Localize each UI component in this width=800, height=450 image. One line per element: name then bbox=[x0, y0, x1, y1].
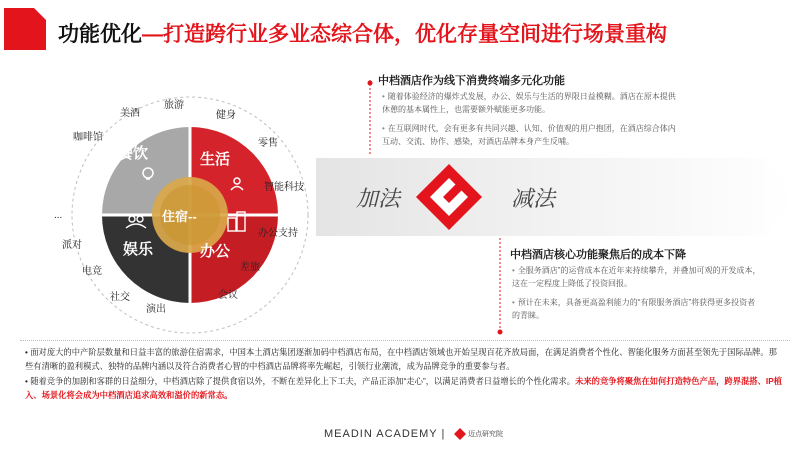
bottom-box-bullet-text: 全服务酒店”的运营成本在近年来持续攀升，并叠加可观的开发成本，这在一定程度上降低了投资回报。 bbox=[512, 266, 761, 288]
title-bar bbox=[0, 0, 800, 62]
top-box-bullet-text: 在互联网时代，会有更多有共同兴趣、认知、价值观的用户抱团，在酒店综合体内互动、交流、协作、感染，对酒店品牌本身产生反哺。 bbox=[382, 124, 676, 146]
segment-label-office: 办公 bbox=[200, 243, 231, 260]
center-label: 住宿-- bbox=[162, 209, 197, 224]
outer-label: 演出 bbox=[146, 304, 166, 315]
outer-label: 会议 bbox=[218, 290, 238, 301]
bottom-box-bullet: • 预计在未来，具备更高盈利能力的“有限服务酒店”将获得更多投资者的青睐。 bbox=[512, 298, 756, 320]
outer-label: 旅游 bbox=[164, 100, 184, 111]
outer-label: 美酒 bbox=[120, 108, 140, 119]
outer-label: 电竞 bbox=[82, 266, 102, 277]
summary-text: 面对庞大的中产阶层数量和日益丰富的旅游住宿需求，中国本土酒店集团逐渐加码中档酒店布局，在中档酒店领域也开始呈现百花齐放局面，在满足消费者个性化、智能化服务方面甚至领先于国际品牌。那些有清晰的盈利模式、独特的品牌内涵以及符合消费者心智的中档酒店品牌将率先崛起，引领行业潮流，成为品牌竞争的重要参与者。 bbox=[25, 347, 777, 371]
summary-text: 随着竞争的加剧和客群的日益细分，中档酒店除了提供食宿以外，不断在差异化上下工夫，产品正添加“走心”，以满足消费者日益增长的个性化需求。 bbox=[30, 376, 576, 386]
page-title bbox=[58, 18, 667, 48]
add-label: 加法 bbox=[356, 186, 401, 211]
footer-logo bbox=[452, 426, 503, 442]
bottom-box-bullet: • 全服务酒店”的运营成本在近年来持续攀升，并叠加可观的开发成本，这在一定程度上降低了投资回报。 bbox=[512, 266, 761, 288]
summary bbox=[25, 345, 785, 403]
summary-bullet: • 随着竞争的加剧和客群的日益细分，中档酒店除了提供食宿以外，不断在差异化上下工夫，产品正添加“走心”，以满足消费者日益增长的个性化需求。未来的竞争将聚焦在如何打造特色产品，跨界混搭、IP植入、场景化将会成为中档酒店追求高效和溢价的新常态。 bbox=[25, 376, 783, 400]
outer-label: 差旅 bbox=[240, 262, 260, 273]
segment-label-dining: 餐饮 bbox=[118, 145, 149, 162]
footer-brand: MEADIN ACADEMY | bbox=[324, 428, 446, 440]
bottom-connector bbox=[492, 238, 512, 338]
title-dash: — bbox=[142, 23, 163, 46]
outer-label: 健身 bbox=[216, 110, 236, 121]
outer-label: 智能科技 bbox=[264, 182, 304, 193]
top-box-bullet: • 在互联网时代，会有更多有共同兴趣、认知、价值观的用户抱团，在酒店综合体内互动、交流、协作、感染，对酒店品牌本身产生反哺。 bbox=[382, 124, 676, 146]
outer-label: 派对 bbox=[62, 240, 82, 251]
summary-bullet: • 面对庞大的中产阶层数量和日益丰富的旅游住宿需求，中国本土酒店集团逐渐加码中档酒店布局，在中档酒店领域也开始呈现百花齐放局面，在满足消费者个性化、智能化服务方面甚至领先于国际品牌。那些有清晰的盈利模式、独特的品牌内涵以及符合消费者心智的中档酒店品牌将率先崛起，引领行业潮流，成为品牌竞争的重要参与者。 bbox=[25, 347, 777, 371]
service-wheel bbox=[40, 90, 340, 340]
footer-logo-text: 迈点研究院 bbox=[468, 431, 503, 438]
title-black: 功能优化 bbox=[58, 23, 142, 46]
bottom-box-bullet-text: 预计在未来，具备更高盈利能力的“有限服务酒店”将获得更多投资者的青睐。 bbox=[512, 298, 756, 320]
title-red: 打造跨行业多业态综合体，优化存量空间进行场景重构 bbox=[163, 23, 667, 46]
segment-label-entertainment: 娱乐 bbox=[123, 241, 154, 258]
top-box-bullet-text: 随着体验经济的爆炸式发展，办公、娱乐与生活的界限日益模糊。酒店在原本提供休憩的基本属性上，也需要额外赋能更多功能。 bbox=[382, 92, 676, 114]
segment-label-life: 生活 bbox=[200, 151, 231, 168]
summary-highlight: 未来的竞争将聚焦在如何打造特色产品，跨界混搭、IP植入、场景化将会成为中档酒店追求高效和溢价的新常态。 bbox=[25, 376, 783, 400]
add-subtract-band bbox=[316, 158, 796, 236]
outer-label: ... bbox=[54, 210, 63, 221]
outer-label: 咖啡馆 bbox=[73, 132, 103, 143]
logo-square bbox=[4, 8, 46, 50]
subtract-label: 减法 bbox=[511, 186, 556, 211]
outer-label: 零售 bbox=[258, 138, 278, 149]
outer-label: 社交 bbox=[110, 292, 130, 303]
divider bbox=[20, 340, 790, 341]
top-box-bullet: • 随着体验经济的爆炸式发展，办公、娱乐与生活的界限日益模糊。酒店在原本提供休憩的基本属性上，也需要额外赋能更多功能。 bbox=[382, 92, 676, 114]
outer-label: 办公支持 bbox=[258, 228, 298, 239]
bottom-box-title: 中档酒店核心功能聚焦后的成本下降 bbox=[510, 249, 686, 261]
top-box-title: 中档酒店作为线下消费终端多元化功能 bbox=[378, 75, 565, 87]
